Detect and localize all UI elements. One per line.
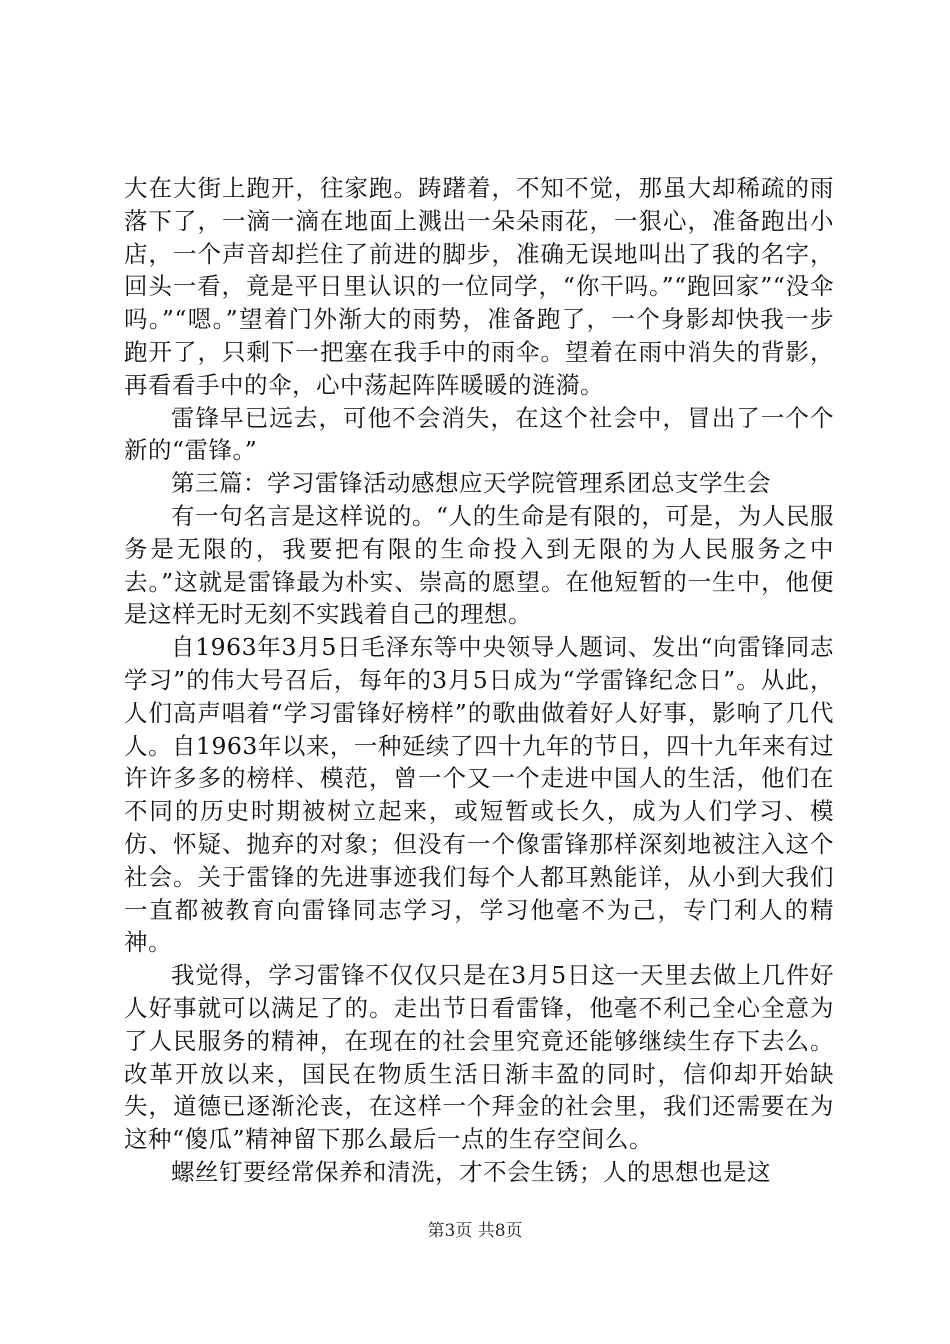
section-heading: 第三篇：学习雷锋活动感想应天学院管理系团总支学生会 bbox=[171, 469, 771, 498]
paragraph-1: 大在大街上跑开，往家跑。踌躇着，不知不觉，那虽大却稀疏的雨落下了，一滴一滴在地面上溅出一朵朵雨花，一狠心，准备跑出小店，一个声音却拦住了前进的脚步，准确无误地叫出了我的名字，回头一看，竟是平日里认识的一位同学，“你干吗。”“跑回家”“没伞吗。”“嗯。”望着门外渐大的雨势，准备跑了，一个身影却快我一步跑开了，只剩下一把塞在我手中的雨伞。望着在雨中消失的背影，再看看手中的伞，心中荡起阵阵暖暖的涟漪。 bbox=[124, 174, 834, 399]
paragraph-5: 我觉得，学习雷锋不仅仅只是在3月5日这一天里去做上几件好人好事就可以满足了的。走出节日看雷锋，他毫不利己全心全意为了人民服务的精神，在现在的社会里究竟还能够继续生存下去么。改革开放以来，国民在物质生活日渐丰盈的同时，信仰却开始缺失，道德已逐渐沦丧，在这样一个拜金的社会里，我们还需要在为这种“傻瓜”精神留下那么最后一点的生存空间么。 bbox=[124, 961, 834, 1154]
document-body bbox=[124, 172, 834, 1189]
paragraph-6: 螺丝钉要经常保养和清洗，才不会生锈；人的思想也是这 bbox=[171, 1157, 771, 1186]
page-number-footer: 第3页 共8页 bbox=[427, 1221, 523, 1241]
paragraph-3: 有一句名言是这样说的。“人的生命是有限的，可是，为人民服务是无限的，我要把有限的生命投入到无限的为人民服务之中去。”这就是雷锋最为朴实、崇高的愿望。在他短暂的一生中，他便是这样无时无刻不实践着自己的理想。 bbox=[124, 501, 834, 629]
paragraph-2: 雷锋早已远去，可他不会消失，在这个社会中，冒出了一个个新的“雷锋。” bbox=[124, 403, 834, 465]
paragraph-4: 自1963年3月5日毛泽东等中央领导人题词、发出“向雷锋同志学习”的伟大号召后，每年的3月5日成为“学雷锋纪念日”。从此，人们高声唱着“学习雷锋好榜样”的歌曲做着好人好事，影响了几代人。自1963年以来，一种延续了四十九年的节日，四十九年来有过许许多多的榜样、模范，曾一个又一个走进中国人的生活，他们在不同的历史时期被树立起来，或短暂或长久，成为人们学习、模仿、怀疑、抛弃的对象；但没有一个像雷锋那样深刻地被注入这个社会。关于雷锋的先进事迹我们每个人都耳熟能详，从小到大我们一直都被教育向雷锋同志学习，学习他毫不为己，专门利人的精神。 bbox=[124, 633, 834, 957]
